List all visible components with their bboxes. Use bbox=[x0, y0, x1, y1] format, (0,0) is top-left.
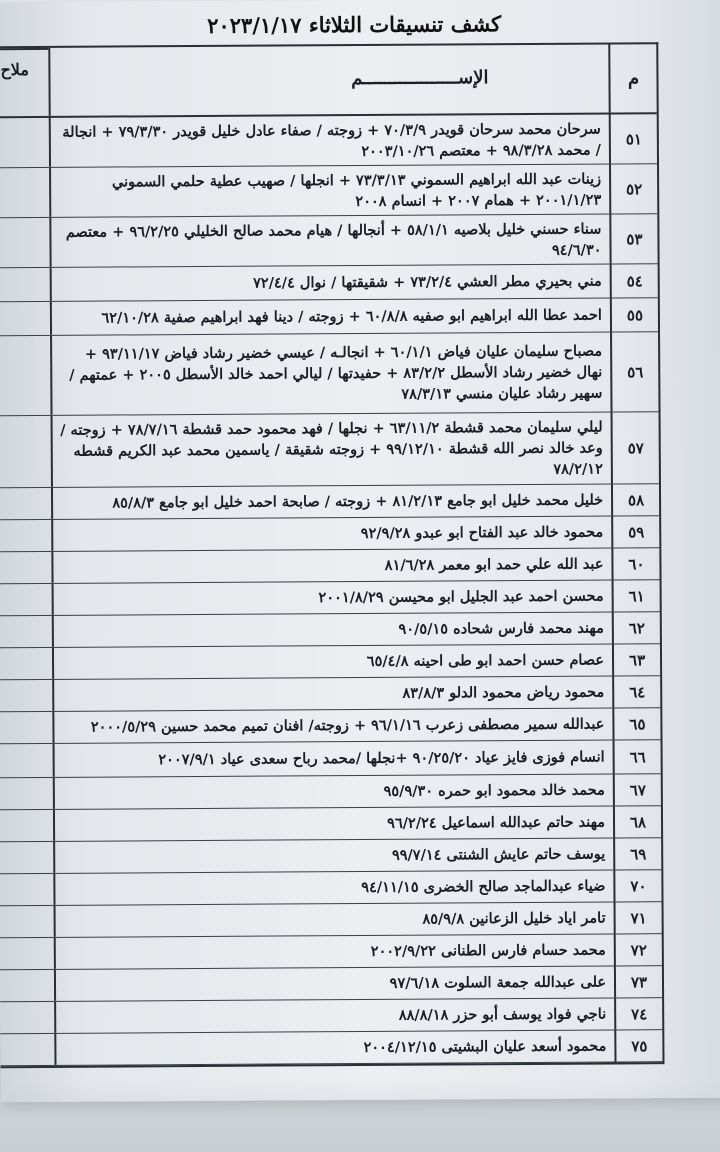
row-name-text: مهند حاتم عبدالله اسماعيل ٩٦/٢/٢٤ bbox=[387, 813, 606, 832]
row-name-cell bbox=[54, 966, 614, 1000]
row-notes-cell bbox=[0, 1002, 54, 1033]
row-name-text: احمد عطا الله ابراهيم ابو صفيه ٦٠/٨/٨ + زوجته / دينا فهد ابراهيم صفية ٦٢/١٠/٢٨ bbox=[101, 306, 602, 327]
row-notes-cell bbox=[0, 336, 51, 415]
row-number: ٧٤ bbox=[614, 998, 662, 1029]
table-row bbox=[0, 902, 662, 938]
row-name-cell bbox=[52, 612, 612, 646]
row-number: ٦٩ bbox=[613, 838, 661, 869]
page-title: كشف تنسيقات الثلاثاء ٢٠٢٣/١/١٧ bbox=[207, 11, 502, 38]
row-name-text: سناء حسني خليل بلاصيه ٥٨/١/١ + أنجالها / هيام محمد صالح الخليلي ٩٦/٢/٢٥ + معتصم ٩٤/٦/٣٠ bbox=[65, 220, 602, 259]
table-row bbox=[0, 214, 658, 268]
row-notes-cell bbox=[0, 680, 52, 711]
row-notes-cell bbox=[0, 416, 51, 487]
table-body bbox=[0, 114, 662, 1066]
row-number: ٦٧ bbox=[613, 774, 661, 805]
row-number: ٥٣ bbox=[609, 214, 657, 263]
row-name-cell bbox=[54, 934, 614, 968]
names-table bbox=[0, 42, 665, 1068]
row-name-text: عبدالله سمير مصطفى زعرب ٩٦/١/١٦ + زوجته/ افنان تميم محمد حسين ٢٠٠٠/٥/٢٩ bbox=[90, 715, 605, 736]
row-name-cell bbox=[53, 870, 613, 904]
row-number: ٥٢ bbox=[609, 164, 657, 213]
row-name-text: تامر اياد خليل الزعانين ٨٥/٩/٨ bbox=[422, 909, 606, 928]
photo-bottom bbox=[0, 1080, 720, 1152]
row-notes-cell bbox=[0, 168, 49, 217]
row-name-text: مصباح سليمان عليان فياض ٦٠/١/١ + انجالـه / عيسي خضير رشاد فياض ٩٣/١١/١٧ + نهال خضير رشاد الأسطل ٨٣/٢/٢ + حفيدتها / ليالي احمد خالد الأسطل ٢٠٠٥ + عمتهم / سهير رشاد عليان منسي ٧٨/٣/١٣ bbox=[69, 342, 603, 403]
row-number: ٥٥ bbox=[610, 298, 658, 331]
row-notes-cell bbox=[0, 648, 52, 679]
row-number: ٧٥ bbox=[614, 1030, 662, 1061]
table-row bbox=[0, 484, 659, 520]
row-name-cell bbox=[49, 114, 609, 166]
row-name-cell bbox=[49, 214, 609, 266]
row-name-cell bbox=[52, 676, 612, 710]
row-name-cell bbox=[50, 298, 610, 334]
row-notes-cell bbox=[0, 1034, 54, 1065]
row-number: ٥٤ bbox=[610, 264, 658, 297]
row-notes-cell bbox=[0, 906, 54, 937]
row-name-cell bbox=[52, 708, 612, 742]
row-name-text: ضياء عبدالماجد صالح الخضرى ٩٤/١١/١٥ bbox=[361, 877, 606, 897]
row-name-cell bbox=[50, 264, 610, 300]
table-row bbox=[0, 870, 662, 906]
table-row bbox=[0, 966, 662, 1002]
row-name-text: محمد خالد محمود ابو حمره ٩٥/٩/٣٠ bbox=[383, 781, 605, 800]
row-notes-cell bbox=[0, 778, 53, 809]
row-notes-cell bbox=[0, 810, 53, 841]
table-row bbox=[0, 998, 662, 1034]
row-name-text: محمود أسعد عليان البشيتى ٢٠٠٤/١٢/١٥ bbox=[363, 1037, 607, 1057]
row-notes-cell bbox=[0, 970, 54, 1001]
row-name-cell bbox=[51, 412, 611, 486]
row-number: ٧٣ bbox=[614, 966, 662, 997]
row-name-text: على عبدالله جمعة السلوت ٩٧/٦/١٨ bbox=[389, 973, 607, 992]
row-number: ٦٣ bbox=[612, 644, 660, 675]
row-name-text: خليل محمد خليل ابو جامع ٨١/٢/١٣ + زوجته / صابحة احمد خليل ابو جامع ٨٥/٨/٣ bbox=[112, 491, 604, 512]
row-notes-cell bbox=[0, 552, 52, 583]
row-name-cell bbox=[52, 644, 612, 678]
row-number: ٧١ bbox=[614, 902, 662, 933]
table-row bbox=[0, 548, 660, 584]
table-row bbox=[0, 412, 659, 488]
row-name-cell bbox=[51, 516, 611, 550]
row-name-text: مهند محمد فارس شحاده ٩٠/٥/١٥ bbox=[398, 619, 604, 638]
row-notes-cell bbox=[0, 744, 53, 777]
row-name-cell bbox=[51, 484, 611, 518]
row-name-cell bbox=[51, 548, 611, 582]
row-notes-cell bbox=[0, 584, 52, 615]
header-name: الإســــــــــــــــــم bbox=[351, 67, 489, 90]
table-row bbox=[0, 298, 658, 336]
table-row bbox=[0, 164, 657, 218]
row-name-text: محسن احمد عبد الجليل ابو محيسن ٢٠٠١/٨/٢٩ bbox=[318, 587, 604, 607]
table-header bbox=[0, 44, 657, 118]
row-notes-cell bbox=[0, 520, 51, 551]
table-row bbox=[0, 708, 661, 744]
row-name-text: مني بحيري مطر العشي ٧٣/٢/٤ + شقيقتها / نوال ٧٢/٤/٤ bbox=[253, 272, 602, 292]
row-number: ٦١ bbox=[612, 580, 660, 611]
row-number: ٥٨ bbox=[611, 484, 659, 515]
row-name-cell bbox=[53, 774, 613, 808]
header-notes-cell bbox=[0, 48, 49, 116]
table-row bbox=[0, 774, 661, 810]
row-notes-cell bbox=[0, 938, 54, 969]
row-name-text: عبد الله علي حمد ابو معمر ٨١/٦/٢٨ bbox=[384, 555, 604, 574]
row-notes-cell bbox=[0, 302, 50, 335]
row-name-text: انسام فوزى فايز عياد ٩٠/٢٥/٢٠ +نجلها /محمد رباح سعدى عياد ٢٠٠٧/٩/١ bbox=[158, 748, 605, 769]
row-name-cell bbox=[53, 838, 613, 872]
table-row bbox=[0, 612, 660, 648]
header-number: م bbox=[608, 44, 656, 112]
row-name-cell bbox=[53, 740, 613, 776]
row-notes-cell bbox=[0, 118, 49, 167]
row-name-cell bbox=[54, 998, 614, 1032]
row-name-cell bbox=[52, 580, 612, 614]
row-name-cell bbox=[54, 902, 614, 936]
row-notes-cell bbox=[0, 874, 54, 905]
table-row bbox=[0, 740, 661, 778]
row-name-text: يوسف حاتم عايش الشنتى ٩٩/٧/١٤ bbox=[391, 845, 606, 864]
row-name-text: محمود رياض محمود الدلو ٨٣/٨/٣ bbox=[402, 683, 605, 702]
row-name-text: محمود خالد عبد الفتاح ابو عبدو ٩٢/٩/٢٨ bbox=[360, 523, 604, 543]
row-number: ٦٢ bbox=[612, 612, 660, 643]
row-number: ٦٨ bbox=[613, 806, 661, 837]
table-row bbox=[0, 934, 662, 970]
table-row bbox=[0, 644, 660, 680]
row-name-text: محمد حسام فارس الطنانى ٢٠٠٢/٩/٢٢ bbox=[370, 941, 606, 960]
row-name-cell bbox=[53, 806, 613, 840]
header-notes: ملاح bbox=[0, 60, 29, 80]
table-row bbox=[0, 264, 658, 302]
row-notes-cell bbox=[0, 218, 50, 267]
table-row bbox=[0, 676, 660, 712]
row-number: ٦٦ bbox=[613, 740, 661, 773]
row-name-text: عصام حسن احمد ابو طى احينه ٦٥/٤/٨ bbox=[366, 651, 605, 670]
row-number: ٦٠ bbox=[611, 548, 659, 579]
table-row bbox=[0, 114, 657, 168]
row-name-text: زينات عبد الله ابراهيم السموني ٧٣/٣/١٣ + انجلها / صهيب عطية حلمي السموني ٢٠٠١/١/٢٣ + همام ٢٠٠٧ + انسام ٢٠٠٨ bbox=[111, 170, 602, 210]
table-row bbox=[0, 1030, 662, 1066]
row-number: ٧٠ bbox=[613, 870, 661, 901]
row-number: ٥٦ bbox=[610, 332, 658, 411]
row-name-text: ناجي فواد يوسف أبو حزر ٨٨/٨/١٨ bbox=[398, 1005, 607, 1024]
table-row bbox=[0, 838, 661, 874]
table-row bbox=[0, 580, 660, 616]
table-row bbox=[0, 332, 659, 416]
row-name-cell bbox=[50, 332, 610, 414]
row-name-cell bbox=[54, 1030, 614, 1064]
row-name-text: ليلي سليمان محمد قشطة ٦٣/١١/٢ + نجلها / فهد محمود حمد قشطة ٧٨/٧/١٦ + زوجته / وعد خالد نصر الله قشطة ٩٩/١٢/١٠ + زوجته شقيقة / ياسمين محمد عبد الكريم قشطه ٧٨/٢/١٢ bbox=[60, 418, 603, 478]
table-row bbox=[0, 806, 661, 842]
row-notes-cell bbox=[0, 488, 51, 519]
row-number: ٧٢ bbox=[614, 934, 662, 965]
row-number: ٥١ bbox=[609, 114, 657, 163]
row-number: ٦٤ bbox=[612, 676, 660, 707]
row-notes-cell bbox=[0, 268, 50, 301]
table-row bbox=[0, 516, 659, 552]
header-name-cell bbox=[48, 44, 608, 115]
row-notes-cell bbox=[0, 712, 53, 743]
row-number: ٦٥ bbox=[612, 708, 660, 739]
row-number: ٥٩ bbox=[611, 516, 659, 547]
row-name-text: سرحان محمد سرحان قويدر ٧٠/٣/٩ + زوجته / صفاء عادل خليل قويدر ٧٩/٣/٣٠ + انجالة / محمد ٩٨/٣/٢٨ + معتصم ٢٠٠٣/١٠/٢٦ bbox=[62, 120, 601, 160]
row-name-cell bbox=[49, 164, 609, 216]
row-notes-cell bbox=[0, 842, 53, 873]
row-notes-cell bbox=[0, 616, 52, 647]
row-number: ٥٧ bbox=[611, 412, 659, 483]
